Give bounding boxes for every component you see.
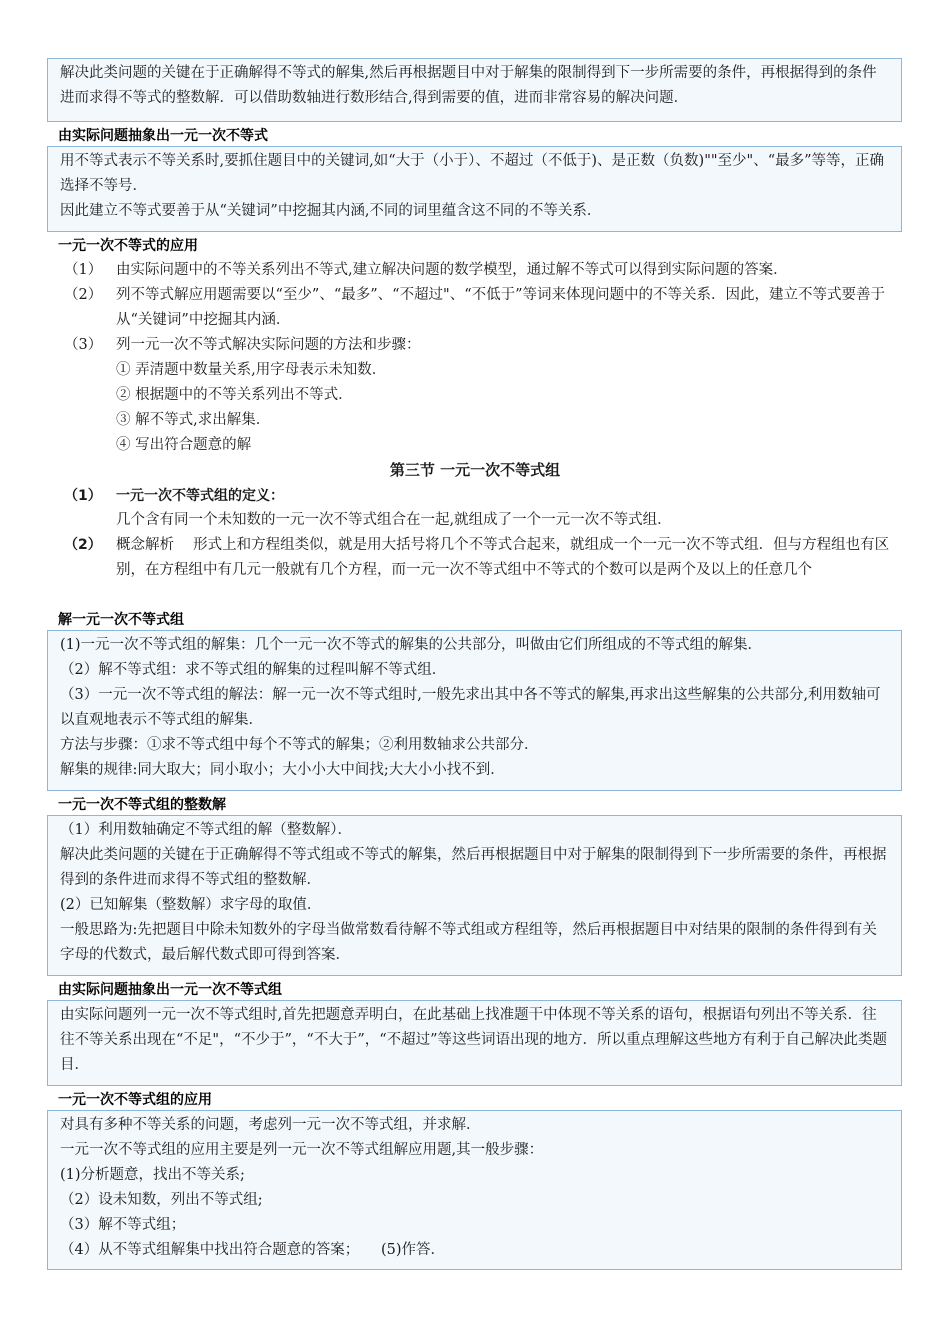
definition-item-1 [58, 484, 894, 509]
definition-item-1-number: （1） [64, 488, 102, 504]
definition-item-2 [58, 533, 894, 583]
application-item-3-text: 列一元一次不等式解决实际问题的方法和步骤： [116, 337, 421, 353]
box7-line2: 一元一次不等式组的应用主要是列一元一次不等式组解应用题,其一般步骤： [60, 1142, 544, 1158]
heading-abstract-system: 由实际问题抽象出一元一次不等式组 [58, 982, 282, 998]
application-step-2: ② 根据题中的不等关系列出不等式． [116, 387, 353, 403]
section-title: 第三节 一元一次不等式组 [389, 461, 561, 479]
box4-line1: (1)一元一次不等式组的解集：几个一元一次不等式的解集的公共部分，叫做由它们所组成的不等式组的解集． [60, 637, 763, 653]
box5-line1: （1）利用数轴确定不等式组的解（整数解）． [60, 822, 352, 838]
application-item-2-text: 列不等式解应用题需要以“至少”、“最多”、“不超过"、“不低于”等词来体现问题中的不等关系．因此，建立不等式要善于从“关键词”中挖掘其内涵． [116, 287, 886, 328]
application-step-3: ③ 解不等式,求出解集． [116, 412, 271, 428]
box7-line1: 对具有多种不等关系的问题，考虑列一元一次不等式组，并求解． [60, 1117, 481, 1133]
heading-solve-system: 解一元一次不等式组 [58, 612, 184, 628]
application-item-1-text: 由实际问题中的不等关系列出不等式,建立解决问题的数学模型，通过解不等式可以得到实际问题的答案． [116, 262, 788, 278]
definition-item-2-number: （2） [64, 537, 102, 553]
box2-line1: 用不等式表示不等关系时,要抓住题目中的关键词,如“大于（小于）、不超过（不低于)、是正数（负数)""至少"、“最多”等等，正确选择不等号． [60, 153, 885, 194]
box7-line4: （2）设未知数，列出不等式组; [60, 1192, 263, 1208]
box-system-integer-solution [47, 815, 902, 976]
application-item-3-number: （3） [64, 337, 103, 353]
box7-line3: (1)分析题意，找出不等关系; [60, 1167, 245, 1183]
application-item-2-number: （2） [64, 287, 103, 303]
box4-line4: 方法与步骤：①求不等式组中每个不等式的解集；②利用数轴求公共部分． [60, 737, 539, 753]
box4-line3: （3）一元一次不等式组的解法：解一元一次不等式组时,一般先求出其中各不等式的解集,再求出这些解集的公共部分,利用数轴可以直观地表示不等式组的解集． [60, 687, 881, 728]
heading-inequality-application: 一元一次不等式的应用 [58, 238, 198, 254]
heading-abstract-inequality: 由实际问题抽象出一元一次不等式 [58, 128, 268, 144]
box5-line4: 一般思路为:先把题目中除未知数外的字母当做常数看待解不等式组或方程组等，然后再根据题目中对结果的限制的条件得到有关字母的代数式，最后解代数式即可得到答案． [60, 922, 877, 963]
definition-item-2-text: 概念解析 形式上和方程组类似，就是用大括号将几个不等式合起来，就组成一个一元一次不等式组．但与方程组也有区别，在方程组中有几元一般就有几个方程，而一元一次不等式组中不等式的个数可以是两个及以上的任意几个 [116, 537, 890, 578]
definition-item-1-lead: 一元一次不等式组的定义： [116, 488, 284, 504]
heading-system-integer-solution: 一元一次不等式组的整数解 [58, 797, 226, 813]
box-integer-solution-note [47, 58, 902, 122]
box6-paragraph: 由实际问题列一元一次不等式组时,首先把题意弄明白，在此基础上找准题干中体现不等关系的语句，根据语句列出不等关系．往往不等关系出现在“不足"，“不少于”，“不大于”，“不超过”等这些词语出现的地方．所以重点理解这些地方有利于自己解决此类题目． [60, 1007, 888, 1073]
box5-line3: (2）已知解集（整数解）求字母的取值． [60, 897, 322, 913]
application-item-3 [58, 333, 894, 358]
application-item-2 [58, 283, 894, 333]
application-step-4: ④ 写出符合题意的解 [116, 437, 252, 453]
box-solve-system [47, 630, 902, 791]
box7-line6: （4）从不等式组解集中找出符合题意的答案； (5)作答． [60, 1242, 446, 1258]
box4-line2: （2）解不等式组：求不等式组的解集的过程叫解不等式组． [60, 662, 447, 678]
heading-system-application: 一元一次不等式组的应用 [58, 1092, 212, 1108]
box4-line5: 解集的规律:同大取大；同小取小；大小小大中间找;大大小小找不到． [60, 762, 505, 778]
box1-paragraph: 解决此类问题的关键在于正确解得不等式的解集,然后再根据题目中对于解集的限制得到下一步所需要的条件，再根据得到的条件进而求得不等式的整数解．可以借助数轴进行数形结合,得到需要的值，进而非常容易的解决问题． [60, 65, 877, 106]
definition-item-1-text: 几个含有同一个未知数的一元一次不等式组合在一起,就组成了一个一元一次不等式组． [116, 512, 672, 528]
box7-line5: （3）解不等式组； [60, 1217, 186, 1233]
box2-line2: 因此建立不等式要善于从“关键词”中挖掘其内涵,不同的词里蕴含这不同的不等关系． [60, 203, 602, 219]
application-item-1-number: （1） [64, 262, 103, 278]
application-item-1 [58, 258, 894, 283]
box-system-application [47, 1110, 902, 1270]
box-abstract-system [47, 1000, 902, 1086]
box5-line2: 解决此类问题的关键在于正确解得不等式组或不等式的解集，然后再根据题目中对于解集的限制得到下一步所需要的条件，再根据得到的条件进而求得不等式组的整数解． [60, 847, 887, 888]
application-step-1: ① 弄清题中数量关系,用字母表示未知数． [116, 362, 387, 378]
box-abstract-inequality [47, 146, 902, 232]
